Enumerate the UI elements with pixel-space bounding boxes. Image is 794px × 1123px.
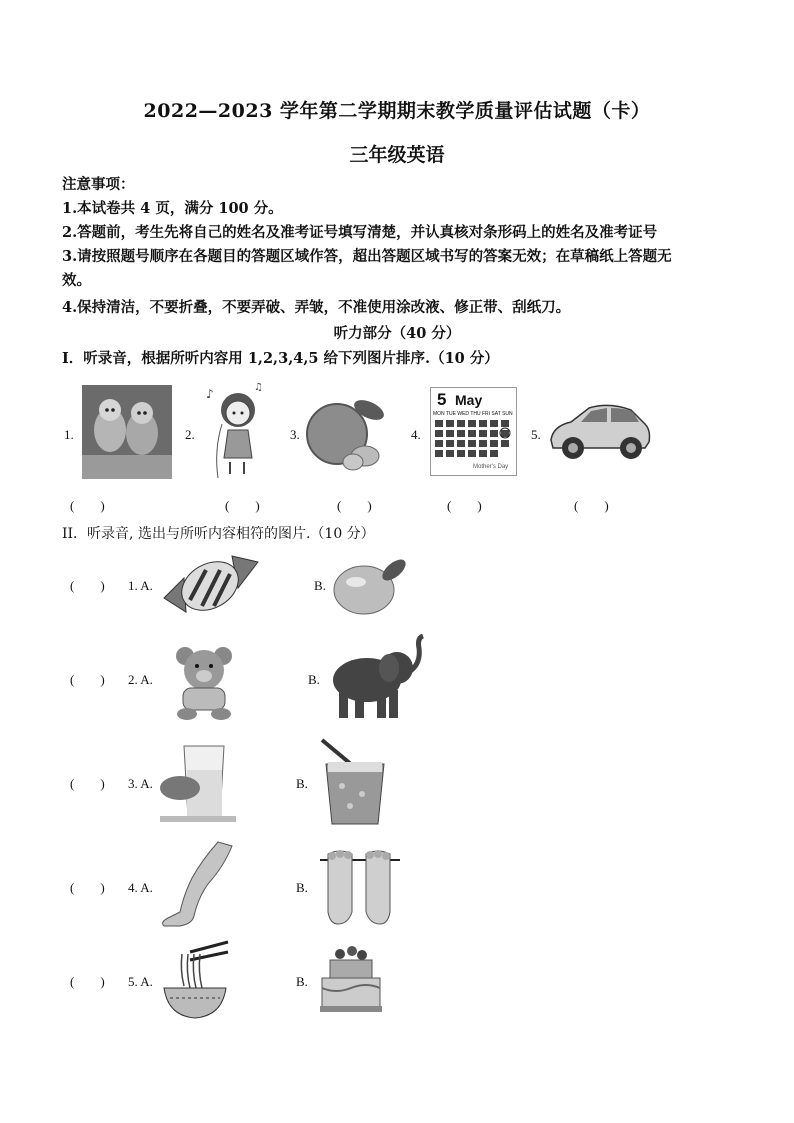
noodles-image (160, 940, 230, 1022)
teddy-bear-image (165, 644, 245, 720)
question-5-b-label: B. (296, 974, 308, 989)
question-4-label: 4. A. (128, 880, 153, 895)
question-1-b-label: B. (314, 578, 326, 593)
notes-heading: 注意事项： (62, 176, 135, 193)
svg-text:♪: ♪ (206, 387, 214, 401)
car-image (545, 400, 653, 464)
answer-blank[interactable]: ( ) (447, 498, 482, 513)
question-4-b-label: B. (296, 880, 308, 895)
answer-blank[interactable]: ( ) (70, 880, 105, 895)
cake-image (318, 944, 384, 1014)
monkeys-image (82, 385, 172, 479)
calendar-image (430, 387, 517, 476)
answer-blank[interactable]: ( ) (70, 776, 105, 791)
part1-label-2: 2. (185, 427, 195, 442)
part1-label-3: 3. (290, 427, 300, 442)
answer-blank[interactable]: ( ) (70, 578, 105, 593)
answer-blank[interactable]: ( ) (70, 974, 105, 989)
part2-instruction: II．听录音, 选出与所听内容相符的图片.（10 分） (62, 526, 375, 542)
note-item-4: 4.保持清洁，不要折叠，不要弄破、弄皱，不准使用涂改液、修正带、刮纸刀。 (62, 299, 571, 316)
answer-blank[interactable]: ( ) (574, 498, 609, 513)
question-2-label: 2. A. (128, 672, 153, 687)
lemon-image (330, 552, 410, 618)
listening-heading: 听力部分（40 分） (333, 325, 461, 342)
part1-label-1: 1. (64, 427, 74, 442)
leg-image (158, 840, 238, 930)
calendar-day: 5 (437, 390, 447, 409)
note-item-3: 3.请按照题号顺序在各题目的答题区域作答，超出答题区域书写的答案无效；在草稿纸上答题无 (62, 248, 672, 265)
note-item-2: 2.答题前，考生先将自己的姓名及准考证号填写清楚，并认真核对条形码上的姓名及准考证号 (62, 224, 658, 241)
part1-instruction: I．听录音，根据所听内容用 1,2,3,4,5 给下列图片排序.（10 分） (62, 350, 499, 367)
calendar-weekdays: MON TUE WED THU FRI SAT SUN (433, 411, 513, 417)
question-5-label: 5. A. (128, 974, 153, 989)
page-title: 2022—2023 学年第二学期期末教学质量评估试题（卡） (143, 100, 651, 122)
answer-blank[interactable]: ( ) (70, 672, 105, 687)
elephant-image (325, 634, 429, 722)
calendar-month: May (455, 392, 483, 408)
glass-of-water-image (160, 740, 236, 824)
answer-blank[interactable]: ( ) (337, 498, 372, 513)
candy-image (160, 548, 262, 624)
feet-image (318, 842, 402, 926)
svg-text:♫: ♫ (254, 382, 263, 393)
question-1-label: 1. A. (128, 578, 153, 593)
juice-image (318, 736, 392, 830)
orange-image (303, 392, 391, 474)
question-3-b-label: B. (296, 776, 308, 791)
singing-girl-image (200, 380, 268, 484)
note-item-3-cont: 效。 (62, 272, 91, 289)
answer-blank[interactable]: ( ) (70, 498, 105, 513)
answer-blank[interactable]: ( ) (225, 498, 260, 513)
calendar-footer: Mother's Day (473, 464, 509, 470)
question-2-b-label: B. (308, 672, 320, 687)
note-item-1: 1.本试卷共 4 页，满分 100 分。 (62, 200, 283, 217)
page-subtitle: 三年级英语 (349, 144, 445, 166)
part1-label-4: 4. (411, 427, 421, 442)
part1-label-5: 5. (531, 427, 541, 442)
question-3-label: 3. A. (128, 776, 153, 791)
